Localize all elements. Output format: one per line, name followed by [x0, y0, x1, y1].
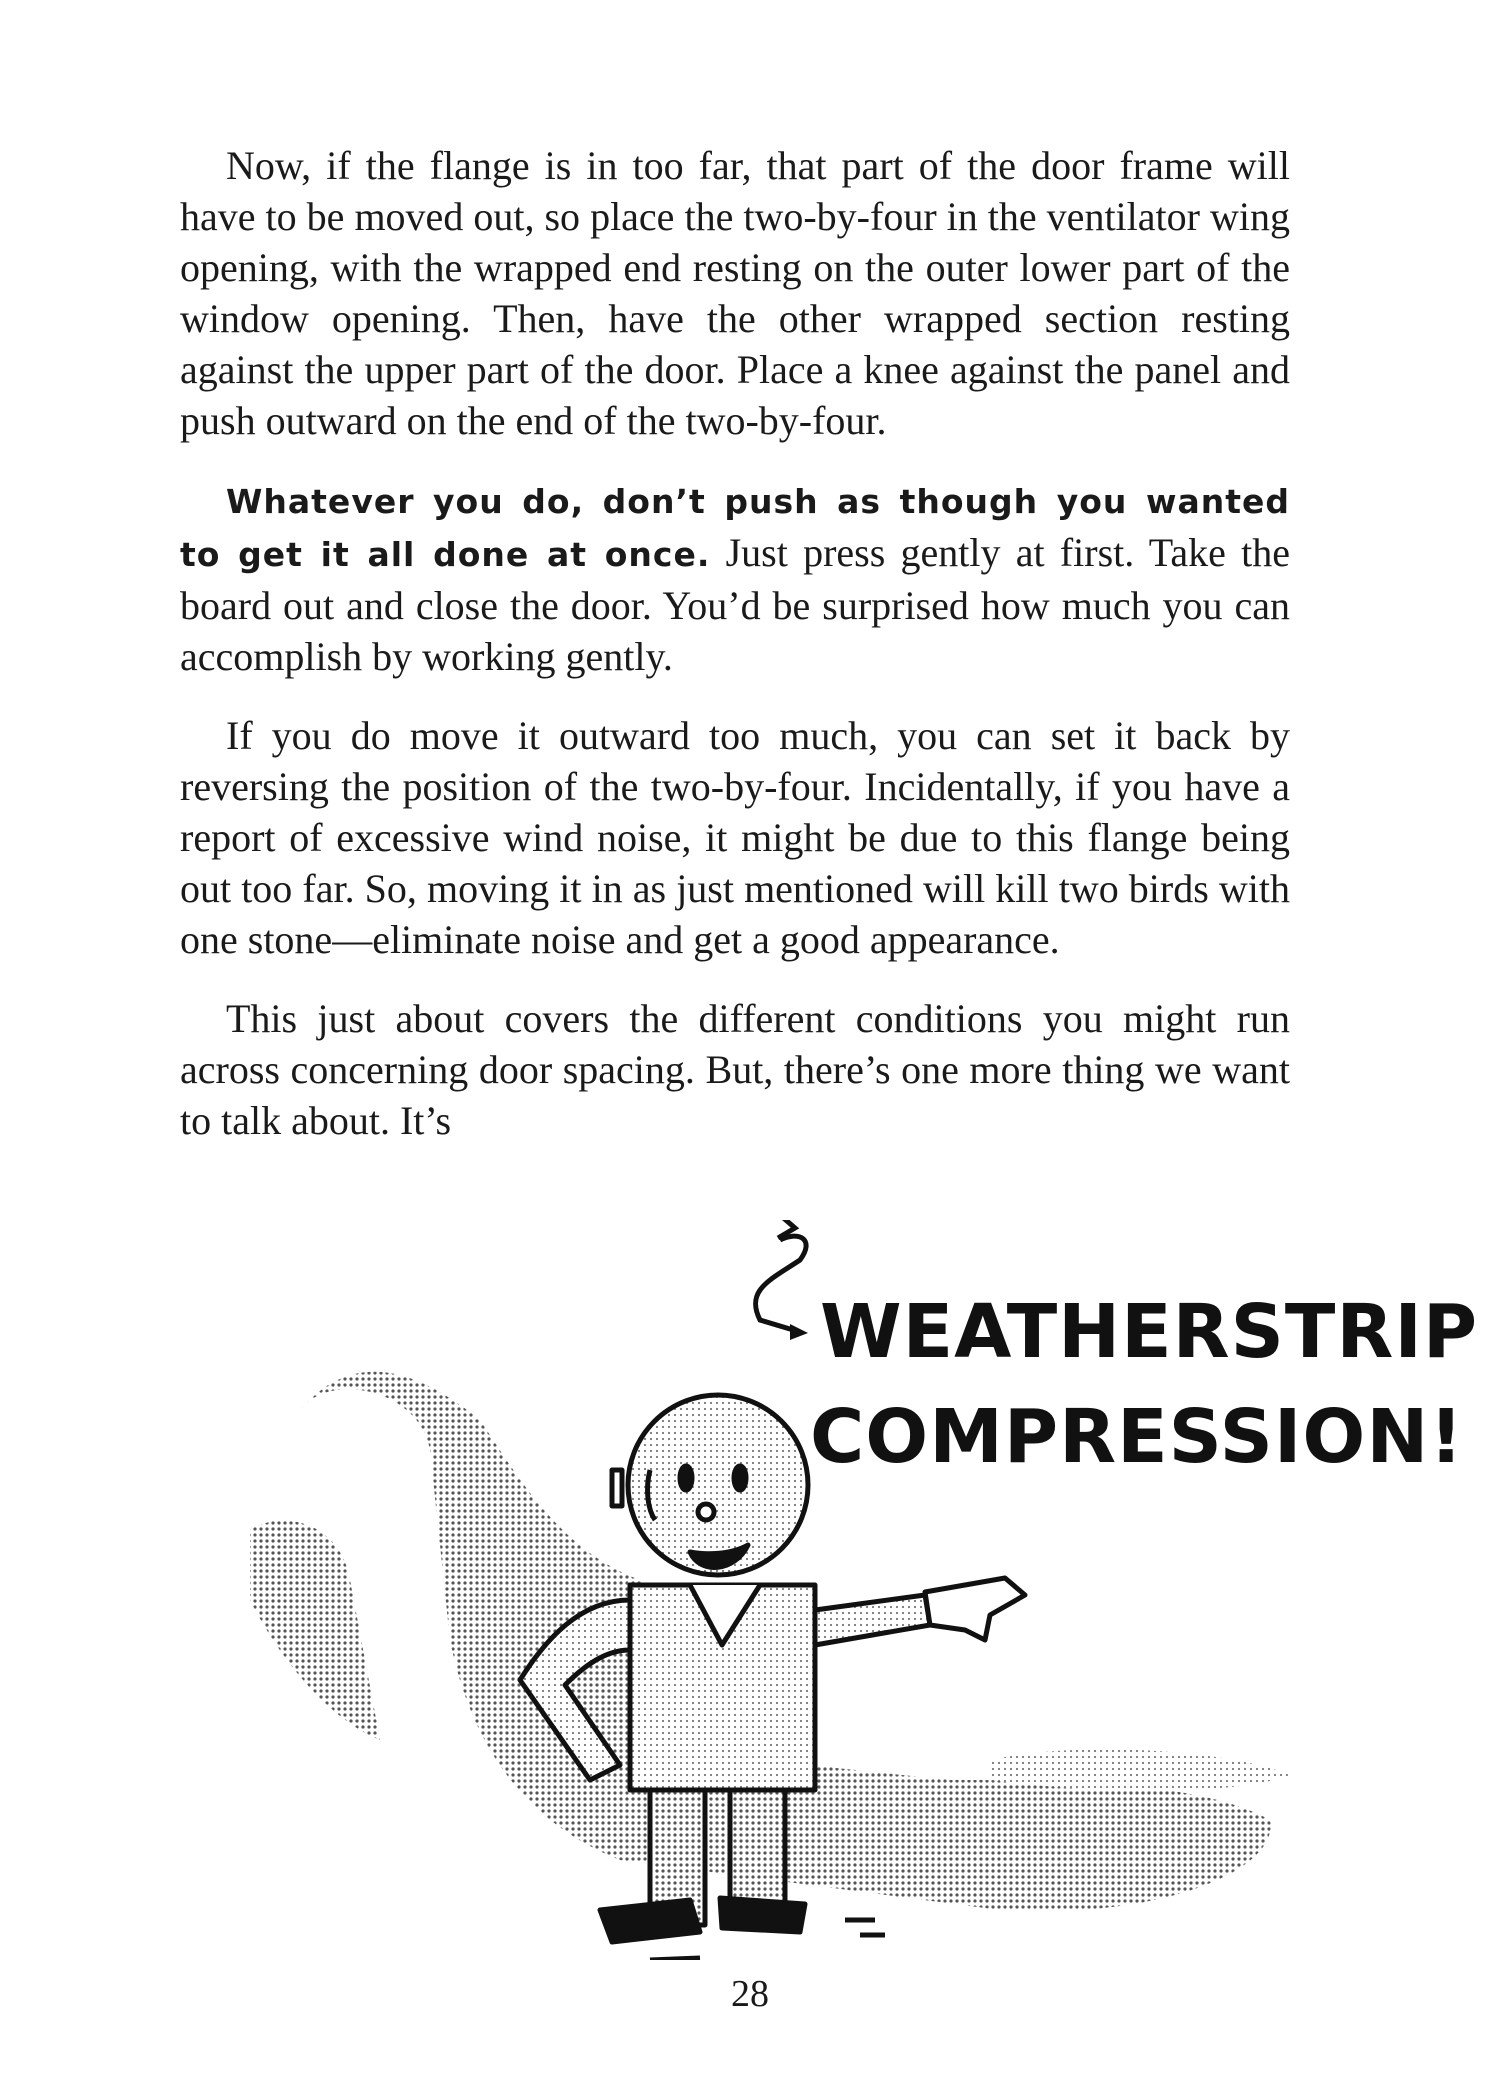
bold-warning: Whatever you do, don’t push as though you wanted to get it all done at once.	[180, 482, 1290, 574]
body-text	[180, 140, 1290, 1174]
paragraph-1: Now, if the flange is in too far, that part of the door frame will have to be moved out, so place the two-by-four in the ventilator wing opening, with the wrapped end resting on the outer lower part of the window opening. Then, have the other wrapped section resting against the upper part of the door. Place a knee against the panel and push outward on the end of the two-by-four.	[180, 143, 1290, 443]
paragraph-2	[180, 474, 1290, 682]
paragraph-2-rest: Just press gently at first. Take the board out and close the door. You’d be surprised how much you can accomplish by working gently.	[180, 530, 1291, 679]
headline-compression: COMPRESSION!	[810, 1394, 1465, 1480]
headline-weatherstrip: WEATHERSTRIP	[820, 1289, 1479, 1375]
paragraph-4: This just about covers the different conditions you might run across concerning door spacing. But, there’s one more thing we want to talk about. It’s	[180, 996, 1290, 1143]
paragraph-3: If you do move it outward too much, you can set it back by reversing the position of the two-by-four. Incidentally, if you have a report of excessive wind noise, it might be due to this flange being out too far. So, moving it in as just mentioned will kill two birds with one stone—eliminate noise and get a good appearance.	[180, 713, 1290, 962]
page-number: 28	[731, 1973, 769, 2015]
arrow-icon	[756, 1236, 807, 1332]
